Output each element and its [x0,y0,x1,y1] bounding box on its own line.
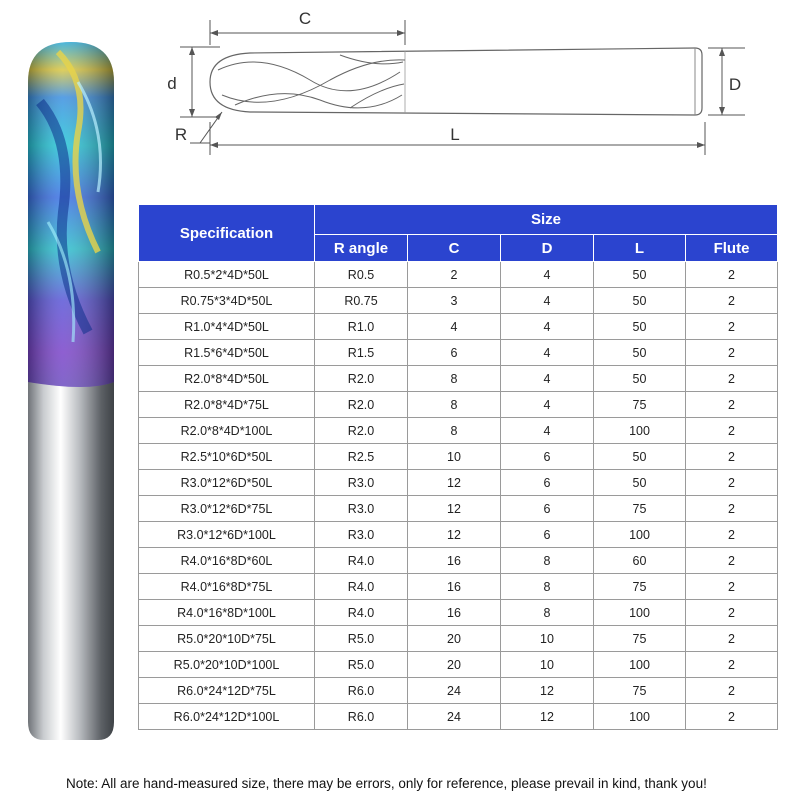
cell-flute: 2 [686,548,778,574]
cell-c: 16 [408,548,501,574]
cell-r-angle: R5.0 [315,626,408,652]
cell-specification: R3.0*12*6D*100L [139,522,315,548]
cell-d: 8 [501,548,594,574]
cell-l: 100 [594,522,686,548]
cell-r-angle: R3.0 [315,522,408,548]
table-row [139,626,778,652]
tool-dimension-diagram [160,0,760,170]
cell-d: 4 [501,340,594,366]
table-row [139,652,778,678]
cell-l: 50 [594,444,686,470]
cell-specification: R0.5*2*4D*50L [139,262,315,288]
table-row [139,262,778,288]
cell-r-angle: R0.75 [315,288,408,314]
cell-d: 6 [501,470,594,496]
cell-l: 50 [594,340,686,366]
cell-flute: 2 [686,418,778,444]
cell-specification: R2.5*10*6D*50L [139,444,315,470]
table-row [139,496,778,522]
cell-specification: R3.0*12*6D*50L [139,470,315,496]
cell-l: 50 [594,366,686,392]
table-row [139,470,778,496]
table-row [139,288,778,314]
cell-r-angle: R1.5 [315,340,408,366]
cell-d: 12 [501,704,594,730]
table-row [139,444,778,470]
cell-specification: R4.0*16*8D*60L [139,548,315,574]
cell-flute: 2 [686,288,778,314]
table-row [139,366,778,392]
cell-flute: 2 [686,262,778,288]
header-size: Size [315,205,778,235]
cell-r-angle: R2.0 [315,366,408,392]
cell-r-angle: R2.5 [315,444,408,470]
table-row [139,418,778,444]
cell-d: 8 [501,574,594,600]
cell-specification: R4.0*16*8D*100L [139,600,315,626]
cell-flute: 2 [686,652,778,678]
cell-flute: 2 [686,392,778,418]
cell-flute: 2 [686,678,778,704]
cell-l: 50 [594,314,686,340]
cell-l: 75 [594,392,686,418]
cell-l: 50 [594,262,686,288]
cell-d: 12 [501,678,594,704]
subheader-r-angle: R angle [315,235,408,262]
cell-l: 100 [594,704,686,730]
cell-specification: R6.0*24*12D*100L [139,704,315,730]
cell-c: 12 [408,470,501,496]
cell-c: 12 [408,496,501,522]
cell-l: 100 [594,418,686,444]
cell-l: 60 [594,548,686,574]
cell-specification: R6.0*24*12D*75L [139,678,315,704]
cell-flute: 2 [686,522,778,548]
dim-label-d-big: D [728,75,742,94]
cell-d: 8 [501,600,594,626]
cell-specification: R5.0*20*10D*100L [139,652,315,678]
cell-r-angle: R5.0 [315,652,408,678]
cell-r-angle: R0.5 [315,262,408,288]
cell-flute: 2 [686,704,778,730]
cell-r-angle: R6.0 [315,704,408,730]
cell-flute: 2 [686,340,778,366]
cell-d: 4 [501,418,594,444]
cell-flute: 2 [686,574,778,600]
cell-r-angle: R6.0 [315,678,408,704]
cell-d: 6 [501,444,594,470]
cell-c: 8 [408,366,501,392]
cell-flute: 2 [686,626,778,652]
cell-d: 4 [501,366,594,392]
table-row [139,548,778,574]
dim-label-c: C [298,9,312,28]
cell-c: 24 [408,678,501,704]
cell-c: 12 [408,522,501,548]
dim-label-r: R [174,125,188,144]
table-row [139,704,778,730]
cell-specification: R4.0*16*8D*75L [139,574,315,600]
cell-l: 75 [594,678,686,704]
cell-flute: 2 [686,496,778,522]
table-row [139,314,778,340]
cell-flute: 2 [686,366,778,392]
cell-r-angle: R4.0 [315,600,408,626]
cell-flute: 2 [686,444,778,470]
specification-table [138,204,778,730]
cell-specification: R0.75*3*4D*50L [139,288,315,314]
cell-r-angle: R4.0 [315,574,408,600]
cell-l: 100 [594,652,686,678]
cell-d: 4 [501,314,594,340]
cell-c: 16 [408,600,501,626]
dim-label-l: L [450,125,460,144]
table-row [139,678,778,704]
cell-l: 75 [594,626,686,652]
cell-d: 4 [501,262,594,288]
table-row [139,522,778,548]
cell-l: 100 [594,600,686,626]
table-row [139,392,778,418]
header-specification: Specification [139,205,315,262]
cell-r-angle: R3.0 [315,496,408,522]
cell-c: 4 [408,314,501,340]
subheader-c: C [408,235,501,262]
cell-d: 10 [501,626,594,652]
cell-c: 24 [408,704,501,730]
cell-r-angle: R3.0 [315,470,408,496]
cell-r-angle: R2.0 [315,418,408,444]
subheader-l: L [594,235,686,262]
subheader-d: D [501,235,594,262]
table-row [139,600,778,626]
cell-specification: R5.0*20*10D*75L [139,626,315,652]
cell-l: 50 [594,470,686,496]
cell-d: 10 [501,652,594,678]
dim-label-d-small: d [167,74,177,93]
cell-c: 10 [408,444,501,470]
subheader-flute: Flute [686,235,778,262]
cell-c: 3 [408,288,501,314]
cell-specification: R2.0*8*4D*50L [139,366,315,392]
cell-c: 20 [408,626,501,652]
table-row [139,340,778,366]
cell-l: 75 [594,574,686,600]
cell-specification: R1.0*4*4D*50L [139,314,315,340]
cell-l: 75 [594,496,686,522]
cell-flute: 2 [686,470,778,496]
cell-specification: R1.5*6*4D*50L [139,340,315,366]
cell-specification: R2.0*8*4D*100L [139,418,315,444]
cell-c: 8 [408,418,501,444]
ball-end-mill-image [18,42,128,742]
cell-c: 20 [408,652,501,678]
cell-d: 4 [501,392,594,418]
cell-flute: 2 [686,600,778,626]
cell-d: 4 [501,288,594,314]
cell-specification: R3.0*12*6D*75L [139,496,315,522]
cell-flute: 2 [686,314,778,340]
cell-c: 16 [408,574,501,600]
cell-specification: R2.0*8*4D*75L [139,392,315,418]
cell-c: 2 [408,262,501,288]
cell-c: 8 [408,392,501,418]
table-row [139,574,778,600]
disclaimer-note: Note: All are hand-measured size, there may be errors, only for reference, please prevail in kind, thank you! [66,776,707,791]
cell-c: 6 [408,340,501,366]
cell-r-angle: R1.0 [315,314,408,340]
cell-d: 6 [501,496,594,522]
cell-r-angle: R2.0 [315,392,408,418]
cell-r-angle: R4.0 [315,548,408,574]
cell-d: 6 [501,522,594,548]
cell-l: 50 [594,288,686,314]
